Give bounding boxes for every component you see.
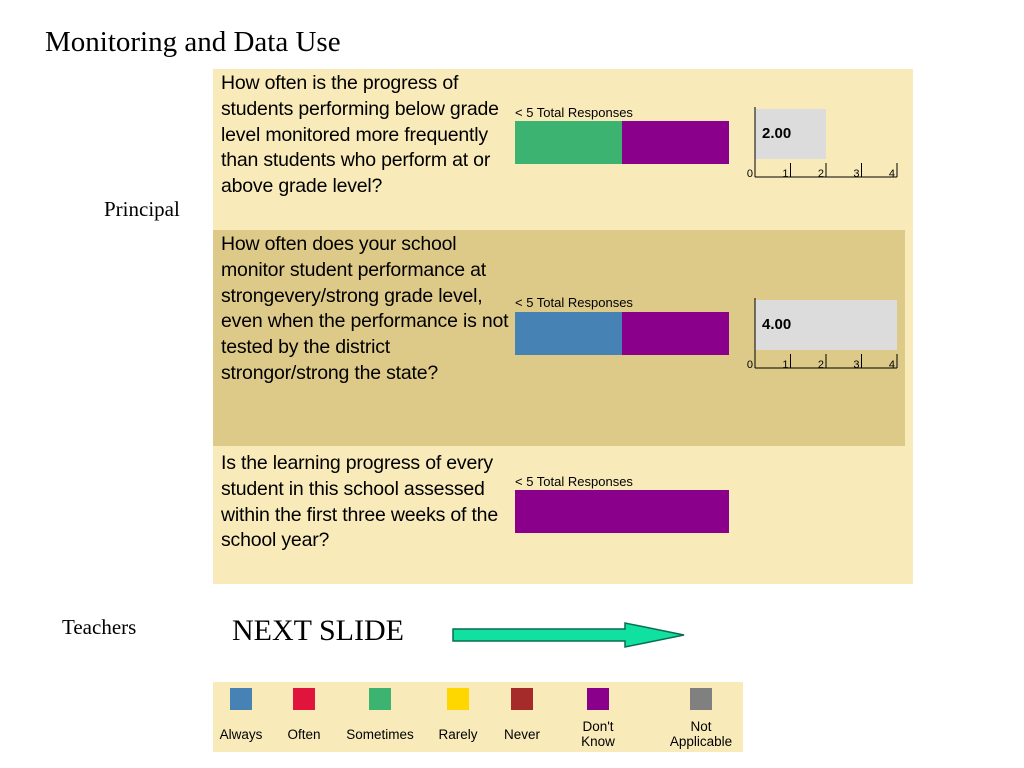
tick-label: 4 — [888, 359, 895, 371]
bar-segment — [515, 490, 729, 533]
next-arrow-icon[interactable] — [450, 619, 690, 651]
legend-swatch — [369, 688, 391, 710]
score-value: 2.00 — [762, 125, 792, 142]
slide-title: Monitoring and Data Use — [45, 26, 341, 58]
question-row — [213, 230, 905, 446]
legend-swatch — [511, 688, 533, 710]
tick-label: 2 — [817, 359, 824, 371]
bar-segment — [515, 312, 622, 355]
legend-label: Often — [287, 727, 321, 742]
legend-label: Sometimes — [346, 727, 414, 742]
legend-swatch — [690, 688, 712, 710]
question-text: How often does your school monitor student performance at strongevery/strong grade level, even when the performance is not tested by the district strongor/strong the state? — [221, 233, 509, 384]
legend-label: Rarely — [438, 727, 478, 742]
stacked-bar — [515, 121, 729, 164]
question-row — [213, 69, 905, 229]
tick-label: 0 — [746, 168, 753, 180]
responses-label: < 5 Total Responses — [515, 295, 633, 310]
responses-label: < 5 Total Responses — [515, 105, 633, 120]
tick-label: 3 — [853, 359, 860, 371]
question-row — [213, 449, 905, 584]
legend-swatch — [293, 688, 315, 710]
question-text: How often is the progress of students performing below grade level monitored more frequently than students who perform at or above grade level? — [221, 72, 499, 198]
role-label-principal: Principal — [104, 197, 180, 221]
tick-label: 2 — [817, 168, 824, 180]
legend-swatch — [447, 688, 469, 710]
bar-segment — [622, 121, 729, 164]
legend — [213, 682, 743, 752]
legend-swatch — [587, 688, 609, 710]
legend-label: Don't Know — [581, 719, 615, 749]
next-slide-label[interactable]: NEXT SLIDE — [232, 614, 404, 647]
tick-label: 4 — [888, 168, 895, 180]
score-axis — [748, 298, 908, 378]
tick-label: 0 — [746, 359, 753, 371]
responses-label: < 5 Total Responses — [515, 474, 633, 489]
role-label-teachers: Teachers — [62, 615, 137, 639]
survey-panel — [213, 69, 913, 584]
question-text: Is the learning progress of every student in this school assessed within the first three weeks of the school year? — [221, 452, 498, 552]
legend-label: Not Applicable — [669, 719, 733, 749]
stacked-bar — [515, 312, 729, 355]
stacked-bar — [515, 490, 729, 533]
tick-label: 3 — [853, 168, 860, 180]
score-value: 4.00 — [762, 316, 792, 333]
legend-label: Always — [219, 727, 263, 742]
tick-label: 1 — [782, 359, 789, 371]
bar-segment — [622, 312, 729, 355]
legend-label: Never — [503, 727, 541, 742]
legend-swatch — [230, 688, 252, 710]
score-axis — [748, 107, 908, 187]
tick-label: 1 — [782, 168, 789, 180]
bar-segment — [515, 121, 622, 164]
